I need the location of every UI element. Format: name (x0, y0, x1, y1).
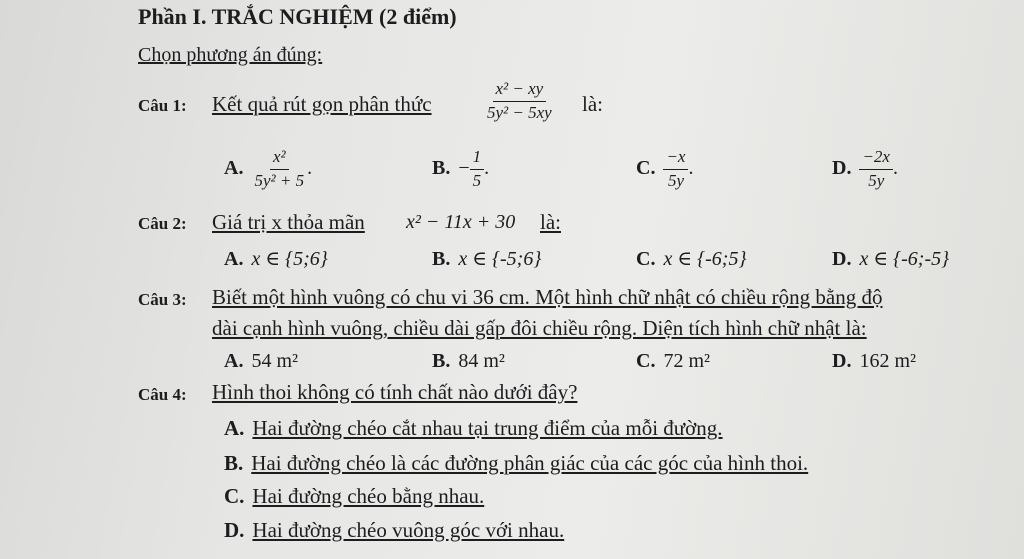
q2-option-b[interactable] (432, 246, 541, 271)
q3-option-d[interactable] (832, 350, 916, 373)
q3-option-a-text: 54 m² (251, 350, 299, 372)
q1-frac-num: x² − xy (493, 80, 547, 102)
q2-text: Giá trị x thỏa mãn (212, 210, 365, 234)
q3-option-c-letter: C. (636, 350, 656, 372)
q3-option-b-text: 84 m² (458, 350, 505, 372)
q4-option-a-letter: A. (224, 416, 245, 440)
q4-option-c-text: Hai đường chéo bằng nhau. (252, 484, 485, 508)
q1-a-num: x² (270, 148, 289, 170)
q3-option-d-text: 162 m² (859, 350, 917, 372)
instruction: Chọn phương án đúng: (138, 44, 323, 66)
q1-b-tail: . (484, 156, 490, 179)
q2-option-c-text: x ∈ {-6;5} (663, 248, 747, 270)
q1-b-prefix: − (458, 156, 470, 179)
q2-expression: x² − 11x + 30 (406, 211, 516, 233)
q4-option-c-letter: C. (224, 484, 245, 508)
q1-b-den: 5 (472, 170, 482, 190)
q2-option-d[interactable] (832, 246, 949, 271)
q2-option-a-text: x ∈ {5;6} (251, 248, 328, 270)
q1-b-num: 1 (470, 148, 485, 170)
q4-text: Hình thoi không có tính chất nào dưới đây? (212, 380, 578, 404)
q4-option-a[interactable] (224, 416, 723, 441)
q4-option-c[interactable] (224, 484, 484, 509)
q1-a-den: 5y² + 5 (254, 170, 305, 190)
q4-label: Câu 4: (138, 385, 187, 404)
q3-option-d-letter: D. (832, 350, 852, 372)
q2-option-c[interactable] (636, 246, 746, 271)
q1-fraction (484, 80, 555, 122)
q4-option-b[interactable] (224, 451, 808, 476)
q1-option-a[interactable] (224, 148, 312, 190)
q4-option-a-text: Hai đường chéo cắt nhau tại trung điểm của mỗi đường. (252, 416, 723, 440)
q4-option-b-letter: B. (224, 451, 244, 475)
q2-option-b-letter: B. (432, 248, 451, 270)
q1-option-a-letter: A. (224, 156, 244, 179)
q1-suffix: là: (582, 92, 603, 116)
q3-option-a[interactable] (224, 350, 298, 373)
q3-option-b[interactable] (432, 350, 505, 373)
q3-line-2: dài cạnh hình vuông, chiều dài gấp đôi chiều rộng. Diện tích hình chữ nhật là: (212, 316, 867, 340)
q2-option-a-letter: A. (224, 248, 244, 270)
q1-option-c-letter: C. (636, 156, 656, 179)
q4-option-b-text: Hai đường chéo là các đường phân giác của các góc của hình thoi. (251, 451, 809, 475)
q3-option-c[interactable] (636, 350, 710, 373)
q2-option-b-text: x ∈ {-5;6} (458, 248, 542, 270)
q1-option-c[interactable] (636, 148, 693, 190)
q4-option-d-text: Hai đường chéo vuông góc với nhau. (252, 518, 565, 542)
q1-c-num: −x (663, 148, 688, 170)
q1-a-tail: . (307, 156, 313, 179)
q4-option-d[interactable] (224, 518, 564, 543)
q1-label: Câu 1: (138, 96, 187, 115)
q2-option-a[interactable] (224, 246, 328, 271)
q1-d-den: 5y (868, 170, 885, 190)
q1-option-b-letter: B. (432, 156, 451, 179)
q3-label: Câu 3: (138, 290, 187, 309)
q2-option-d-text: x ∈ {-6;-5} (859, 248, 950, 270)
section-title: Phần I. TRẮC NGHIỆM (2 điểm) (138, 4, 457, 29)
q4-option-d-letter: D. (224, 518, 245, 542)
q1-text: Kết quả rút gọn phân thức (212, 92, 432, 116)
q1-d-num: −2x (859, 148, 893, 170)
q1-frac-den: 5y² − 5xy (487, 102, 552, 122)
q3-option-c-text: 72 m² (663, 350, 711, 372)
q2-label: Câu 2: (138, 214, 187, 233)
q3-option-b-letter: B. (432, 350, 451, 372)
q3-option-a-letter: A. (224, 350, 244, 372)
q2-option-c-letter: C. (636, 248, 656, 270)
q1-option-b[interactable] (432, 148, 489, 190)
q1-d-tail: . (892, 156, 898, 179)
q3-line-1: Biết một hình vuông có chu vi 36 cm. Một hình chữ nhật có chiều rộng bằng độ (212, 285, 883, 309)
q2-option-d-letter: D. (832, 248, 852, 270)
q1-option-d-letter: D. (832, 156, 852, 179)
q1-c-tail: . (688, 156, 694, 179)
q1-c-den: 5y (667, 170, 684, 190)
q2-suffix: là: (540, 210, 561, 234)
q1-option-d[interactable] (832, 148, 898, 190)
